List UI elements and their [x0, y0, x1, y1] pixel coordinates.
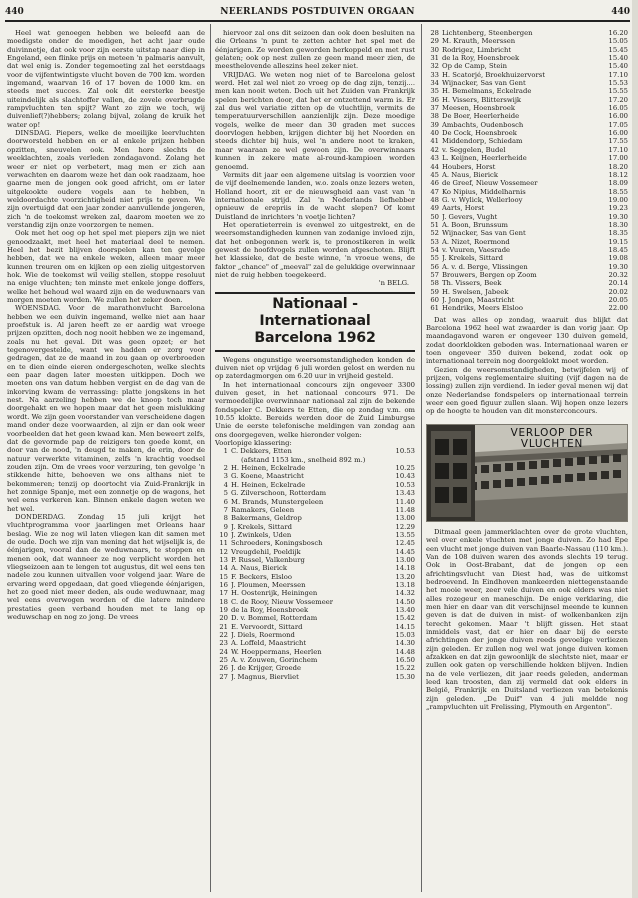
clock-time: 14.18	[395, 564, 415, 573]
rank-number: 18	[219, 597, 228, 606]
rank-number: 35	[430, 87, 439, 96]
rank-number: 14	[219, 564, 228, 573]
clock-time: 14.30	[395, 639, 415, 648]
rank-number: 7	[223, 505, 228, 514]
fancier-name: Th. Vissers, Beek	[442, 279, 502, 288]
fancier-name: J. Krekels, Sittard	[442, 254, 503, 263]
fancier-name: A. v. d. Berge, Vlissingen	[442, 262, 528, 271]
fancier-name: Ramakers, Geleen	[231, 505, 295, 514]
rank-number: 26	[219, 664, 228, 673]
rank-number: 23	[219, 639, 228, 648]
ranking-row	[215, 664, 415, 672]
rank-number: 44	[430, 162, 439, 171]
rank-number: 49	[430, 204, 439, 213]
ranking-row	[426, 29, 628, 37]
rank-number: 56	[430, 262, 439, 271]
clock-time: 13.20	[395, 572, 415, 581]
ranking-row	[426, 104, 628, 112]
ranking-row	[426, 129, 628, 137]
ranking-row	[426, 179, 628, 187]
ranking-row	[215, 531, 415, 539]
fancier-name: J. de Krijger, Groede	[231, 664, 302, 673]
clock-time: 17.10	[608, 70, 628, 79]
paragraph: VRIJDAG. We weten nog niet of te Barcelona gelost werd. Het zal wel niet zo vroeg op de dag zijn, tenzij.... men kan nooit weten. Doch uit het Zuiden van Frankrijk spelen berichten door, dat het er ontzettend warm is. Er zal dus wel variatie zitten op de vluchtlijn, vermits de temperatuurverschillen aanzienlijk zijn. Deze moedige vogels, welke de meer dan 30 graden met succes doorvlogen hebben, krijgen dichter bij het Noorden en steeds dichter bij huis, wel 'n andere noot te kraken, maar waaraan ze wel gewoon zijn. De overwinnaars kunnen in zekere mate al-round-kampioen worden genoemd.	[215, 70, 415, 171]
ranking-row	[426, 238, 628, 246]
fancier-name: A. Naus, Bierick	[442, 170, 498, 179]
ranking-row	[215, 564, 415, 572]
rank-number: 51	[430, 220, 439, 229]
clock-time: 22.00	[608, 304, 628, 313]
ranking-row	[426, 288, 628, 296]
rank-number: 24	[219, 647, 228, 656]
ranking-row	[426, 37, 628, 45]
ranking-row	[215, 481, 415, 489]
page-header	[5, 5, 630, 19]
clock-time: 17.55	[608, 137, 628, 146]
rank-number: 1	[223, 447, 228, 456]
clock-time: 11.48	[395, 505, 415, 514]
clock-time: 13.55	[395, 530, 415, 539]
ranking-row	[426, 121, 628, 129]
clock-time: 15.45	[608, 45, 628, 54]
column-2-article-continuation	[215, 29, 415, 279]
rank-number: 13	[219, 555, 228, 564]
clock-time: 20.05	[608, 296, 628, 304]
fancier-name: A. Loffeld, Maastricht	[231, 639, 307, 648]
fancier-name: de Greef, Nieuw Vossemeer	[442, 179, 538, 188]
ranking-row	[215, 614, 415, 622]
fancier-name: E. Vervoordt, Sittard	[231, 622, 303, 631]
rank-number: 40	[430, 129, 439, 138]
clock-time: 15.42	[395, 614, 415, 623]
ranking-row	[215, 464, 415, 472]
rank-number: 42	[430, 145, 439, 154]
fancier-name: J. Diels, Roermond	[231, 631, 295, 639]
clock-time: 18.45	[608, 245, 628, 254]
column-3	[426, 29, 628, 711]
rank-number: 41	[430, 137, 439, 146]
page-number-left: 440	[5, 7, 24, 17]
rank-number: 32	[430, 62, 439, 71]
fancier-name: P. Russel, Valkenburg	[231, 555, 305, 564]
ranking-row	[426, 62, 628, 70]
fancier-name: G. v. Wylick, Wellerlooy	[442, 195, 523, 204]
fancier-name: H. Heinen, Eckelrade	[231, 480, 306, 489]
fancier-name: De Boer, Heerlerheide	[442, 112, 520, 121]
fancier-name: Ko Nipius, Middelharnis	[442, 187, 526, 196]
ranking-row	[215, 514, 415, 522]
barcelona-report	[215, 356, 415, 439]
rank-number: 22	[219, 631, 228, 639]
column-1	[7, 29, 205, 621]
clock-time: 14.15	[395, 622, 415, 631]
ranking-row	[426, 163, 628, 171]
fancier-name: H. Oostenrijk, Heiningen	[231, 589, 318, 598]
fancier-name: C. Dekkers, Etten	[231, 447, 292, 456]
fancier-name: J. Magnus, Biervliet	[231, 672, 299, 681]
fancier-name: (afstand 1153 km., snelheid 892 m.)	[241, 455, 366, 464]
fancier-name: J. Ploumen, Meerssen	[231, 580, 306, 589]
clock-time: 19.30	[608, 262, 628, 271]
column-divider-2	[421, 24, 422, 892]
clock-time: 15.40	[608, 54, 628, 63]
banner-title	[477, 428, 627, 450]
ranking-row	[215, 648, 415, 656]
rank-number: 29	[430, 37, 439, 46]
fancier-name: J. Zwinkels, Uden	[231, 530, 292, 539]
paragraph: Dat was alles op zondag, waaruit dus blijkt dat Barcelona 1962 heel wat zwaarder is dan vorig jaar. Op maandagavond waren er ongeveer 130 duiven gemeld, zodat doorklokken geboden was. Internationaal waren er toen ongeveer 350 duiven bekend, zodat ook op internationaal terrein nog doorgeklokt moet worden.	[426, 315, 628, 366]
ranking-row	[426, 87, 628, 95]
ranking-row	[215, 456, 415, 464]
fancier-name: v. Seggelen, Budel	[442, 145, 506, 154]
ranking-row	[215, 598, 415, 606]
ranking-row	[426, 254, 628, 262]
column-divider-1	[210, 24, 211, 892]
ranking-row	[215, 573, 415, 581]
fancier-name: Rodrigez, Limbricht	[442, 45, 512, 54]
rank-number: 2	[223, 464, 228, 473]
ranking-row	[215, 447, 415, 455]
rank-number: 57	[430, 270, 439, 279]
ranking-row	[215, 581, 415, 589]
clock-time: 13.40	[395, 605, 415, 614]
fancier-name: Op de Camp, Stein	[442, 62, 507, 71]
rank-number: 20	[219, 614, 228, 623]
clock-time: 17.20	[608, 95, 628, 104]
ranking-row	[215, 556, 415, 564]
fancier-name: H. Heinen, Eckelrade	[231, 464, 306, 473]
fancier-name: G. Zilverschoon, Rotterdam	[231, 489, 327, 498]
clock-time: 13.00	[395, 555, 415, 564]
ranking-row	[215, 506, 415, 514]
fancier-name: L. Keijnen, Heerlerheide	[442, 154, 527, 163]
ranking-row	[426, 171, 628, 179]
rank-number: 39	[430, 120, 439, 129]
ranking-row	[215, 623, 415, 631]
banner-title-line-2: VLUCHTEN	[520, 437, 584, 450]
page-number-right: 440	[611, 7, 630, 17]
ranking-row	[426, 221, 628, 229]
barcelona-summary	[426, 316, 628, 416]
fancier-name: Aarts, Horst	[442, 204, 485, 213]
ranking-list	[215, 447, 415, 681]
fancier-name: Wijnacker, Sas van Gent	[442, 79, 526, 88]
ranking-row	[215, 656, 415, 664]
rank-number: 28	[430, 29, 439, 37]
fancier-name: W. Hoeppermans, Heerlen	[231, 647, 322, 656]
fancier-name: Wijnacker, Sas van Gent	[442, 229, 526, 238]
rank-number: 37	[430, 104, 439, 113]
clock-time: 12.29	[395, 522, 415, 531]
rank-number: 30	[430, 45, 439, 54]
clock-time: 18.35	[608, 229, 628, 238]
paragraph: hiervoor zal ons dit seizoen dan ook doen besluiten na die Orleans 'n punt te zetten achter het spel met de éénjarigen. Ze worden geworden herkoppeld en met rust gelaten; ook op nest zullen ze geen mand meer zien, de meesthelovende alleszins heel zeker niet.	[215, 29, 415, 71]
rank-number: 38	[430, 112, 439, 121]
rank-number: 4	[223, 480, 228, 489]
rank-number: 54	[430, 245, 439, 254]
fancier-name: Middendorp, Schiedam	[442, 137, 523, 146]
ranking-row	[426, 279, 628, 287]
fancier-name: F. Beckers, Elsloo	[231, 572, 292, 581]
rank-number: 46	[430, 179, 439, 188]
headline-line-2: Barcelona 1962	[254, 329, 376, 346]
fancier-name: J. Krekels, Sittard	[231, 522, 292, 531]
ranking-row	[426, 213, 628, 221]
clock-time: 19.23	[608, 204, 628, 213]
clock-time: 15.55	[608, 87, 628, 96]
fancier-name: de la Roy, Hoensbroek	[442, 54, 520, 63]
clock-time: 19.30	[608, 212, 628, 221]
barcelona-headline	[215, 292, 415, 352]
clock-time: 17.05	[608, 120, 628, 129]
ranking-row	[215, 673, 415, 681]
rank-number	[215, 456, 231, 464]
fancier-name: Bakermans, Geldrop	[231, 514, 302, 523]
rank-number: 21	[219, 622, 228, 631]
fancier-name: D. v. Bommel, Rotterdam	[231, 614, 318, 623]
paragraph: Gezien de weersomstandigheden, betwijfelen wij of prijzen, volgens reglementaire sluiting (vijf dagen na de lossing) zullen zijn verdiend. In ieder geval menen wij dat onze Nederlandse fondspelers op internationaal terrein weer een goed figuur zullen slaan. Wij hopen onze lezers op de hoogte te houden van dit monsterconcours.	[426, 365, 628, 416]
rank-number: 11	[219, 539, 228, 548]
headline-line-1: Nationaal - Internationaal	[259, 295, 371, 329]
clock-time: 18.20	[608, 162, 628, 171]
fancier-name: G. Koene, Maastricht	[231, 472, 304, 481]
clock-time: 18.30	[608, 220, 628, 229]
ranking-row	[215, 498, 415, 506]
fancier-name: J. Gevers, Vught	[442, 212, 498, 221]
ranking-row	[426, 196, 628, 204]
rank-number: 10	[219, 530, 228, 539]
rank-number: 16	[219, 580, 228, 589]
fancier-name: H. Bemelmans, Eckelrade	[442, 87, 532, 96]
ranking-row	[215, 523, 415, 531]
ranking-row	[426, 263, 628, 271]
fancier-name: Lichtenberg, Steenbergen	[442, 29, 533, 37]
ranking-row	[426, 146, 628, 154]
fancier-name: De Cock, Hoensbroek	[442, 129, 517, 138]
fancier-name: de la Roy, Hoensbroek	[231, 605, 309, 614]
clock-time: 19.08	[608, 254, 628, 263]
clock-time: 10.25	[395, 464, 415, 473]
clock-time: 14.45	[395, 547, 415, 556]
fancier-name: A. v. Zouwen, Gorinchem	[231, 656, 318, 665]
rank-number: 58	[430, 279, 439, 288]
ranking-row	[215, 539, 415, 547]
clock-time: 15.40	[608, 62, 628, 71]
rank-number: 12	[219, 547, 228, 556]
publication-title: NEERLANDS POSTDUIVEN ORGAAN	[220, 7, 415, 17]
clock-time: 20.02	[608, 287, 628, 296]
fancier-name: Houbers, Horst	[442, 162, 496, 171]
clock-time: 19.00	[608, 195, 628, 204]
clock-time: 13.43	[395, 489, 415, 498]
fancier-name: H. Scatorjé, Broekhuizervorst	[442, 70, 545, 79]
paragraph: Het operatieterrein is evenwel zo uitgestrekt, en de weersomstandigheden kunnen van zodanige invloed zijn, dat het onbegonnen werk is, te pronostikeren in welk gewest de hoofdvogels zullen worden afgeschoten. Blijft het klassieke, dat de beste winne, 'n vroeue wens, de faktor „chance" of „meeval" zal de gelukkige overwinnaar niet de ruig hebben toegekeerd.	[215, 220, 415, 279]
page-edge	[632, 0, 638, 898]
rank-number: 48	[430, 195, 439, 204]
clock-time: 14.32	[395, 589, 415, 598]
ranking-row	[426, 71, 628, 79]
fancier-name: C. de Rooy, Nieuw Vossemeer	[231, 597, 333, 606]
rank-number: 25	[219, 656, 228, 665]
verloop-der-vluchten-banner	[426, 424, 628, 522]
clock-time: 13.00	[395, 514, 415, 523]
fancier-name: H. Swelsen, Jabeek	[442, 287, 509, 296]
paragraph: WOENSDAG. Voor de marathonvlucht Barcelona hebben we een duivin ingemand, welke niet aan haar proefstuk is. Al jaren heeft ze er aardig wat vroege prijzen opzitten, doch nog nooit hebben we ze ingemand, zoals nu het geval. Dit was geen opzet; er het tegenovergestelde, want we hadden er zorg voor gedragen, dat ze de maand in zou gaan op overbroeden en te dien einde eieren ondergeschoten, welke slechts een paar dagen later moesten uitkippen. Doch we moeten ons van datum hebben vergist en de dag van de inkorving kwam de verrassing: platte jongskens in het nest. Na aarzeling hebben we de knoop toch maar doorgehakt en we hopen maar dat het geen mislukking wordt. We zijn geen voorstander van verscheidene dagen mand onder deze voorwaarden, al zijn er dan ook weer voorbeelden dat het geen kwaad kan. Men beweert zelfs, dat de gevormde pap de reizigers ten goede komt, en door van de nood, 'n deugd te maken, de erin, door de natuur verwerkte vitaminen, zelfs 'n krachtig voedsel zouden zijn. Om de vrees voor verzuring, ten gevolge 'n stikkende hitte, behoeven we ons althans niet te bekommeren; tenzij op doortocht via Zuid-Frankrijk in het zonnige Spanje, met een zonnetje op de wagons, het wel eens verkeren kan. Binnen enkele dagen weten we het wel.	[7, 304, 205, 513]
rank-number: 15	[219, 572, 228, 581]
rank-number: 60	[430, 296, 439, 304]
paragraph: Wegens ongunstige weersomstandigheden konden de duiven niet op vrijdag 6 juli worden gelost en werden nu op zaterdagmorgen om 6.20 uur in vrijheid gesteld.	[215, 355, 415, 381]
fancier-name: M. Brands, Munstergeleen	[231, 497, 324, 506]
ranking-row	[426, 112, 628, 120]
ranking-row	[426, 188, 628, 196]
rank-number: 6	[223, 497, 228, 506]
clock-time: 10.53	[395, 480, 415, 489]
ranking-row	[426, 79, 628, 87]
rank-number: 8	[223, 514, 228, 523]
fancier-name: H. Vissers, Blitterswijk	[442, 95, 522, 104]
clock-time: 16.00	[608, 112, 628, 121]
ranking-row	[426, 304, 628, 312]
clock-time: 14.48	[395, 647, 415, 656]
rank-number: 36	[430, 95, 439, 104]
rank-number: 59	[430, 287, 439, 296]
flight-report	[426, 528, 628, 712]
fancier-name: A. Naus, Bierick	[231, 564, 287, 573]
paragraph: Ditmaal geen jammerklachten over de grote vluchten, wel over enkele vluchten met jonge duiven. Zo had Epe een vlucht met jonge duiven van Baarle-Nassau (110 km.). Van de 108 duiven waren des avonds slechts 19 terug. Ook in Oost-Brabant, dat de jongen op een africhtingsvlucht van Diest had, was de uitkomst bedroevend. In Eindhoven mankeerden niettegenstaande het mooie weer, zeer vele duiven en ook elders was niet alles rozegeur en maneschijn. De enige verklaring, die men hier en daar van dit verschijnsel meende te kunnen geven is dat de duiven in mist- of wolkenbanken zijn terecht gekomen. Maar 't blijft gissen. Het staat inmiddels vast, dat er hier en daar bij de eerste africhtingen der jonge duiven reeds gevoelige verliezen zijn geleden. Er zullen nog wel wat jonge duiven komen afzakken en dat zijn gewoonlijk de slechtste niet, maar er zullen ook gaten op verschillende hokken blijven. Indien na de vele verliezen, dit jaar reeds geleden, anderman leed kan troosten, dan zij vermeld dat ook elders in België, Frankrijk en Duitsland verliezen van betekenis zijn geleden. „De Duif" van 4 juli meldde nog „rampvluchten uit Frelissing, Plymouth en Argenton".	[426, 527, 628, 712]
rank-number: 53	[430, 237, 439, 246]
column-2	[215, 29, 415, 681]
fancier-name: Ambachts, Oudenbosch	[442, 120, 524, 129]
rank-number: 55	[430, 254, 439, 263]
paragraph: In het internationaal concours zijn ongeveer 3300 duiven geset, in het nationaal concours 971. De vermoedelijke overwinnaar nationaal zal zijn de bekende fondspeler C. Dekkers te Etten, die op zondag v.m. om 10.55 klokte. Bereids werden door de Zuid Limburgse Unie de eerste telefonische meldingen van zondag aan ons doorgegeven, welke hieronder volgen:	[215, 380, 415, 439]
header-rule	[5, 20, 630, 22]
fancier-name: v. Vuuren, Vaesrade	[442, 245, 511, 254]
rank-number: 31	[430, 54, 439, 63]
rank-number: 47	[430, 187, 439, 196]
ranking-row	[215, 606, 415, 614]
ranking-row	[426, 154, 628, 162]
ranking-row	[426, 54, 628, 62]
clock-time: 16.00	[608, 129, 628, 138]
fancier-name: Vreugdehil, Poeldijk	[231, 547, 301, 556]
rank-number: 34	[430, 79, 439, 88]
clock-time: 16.20	[608, 29, 628, 37]
clock-time: 18.12	[608, 170, 628, 179]
clock-time: 13.18	[395, 580, 415, 589]
clock-time: 15.30	[395, 672, 415, 681]
clock-time: 11.40	[395, 497, 415, 506]
rank-number: 3	[223, 472, 228, 481]
fancier-name: Schroeders, Koningsbosch	[231, 539, 323, 548]
clock-time: 17.00	[608, 154, 628, 163]
fancier-name: Hendriks, Meers Elsloo	[442, 304, 523, 313]
ranking-row	[426, 229, 628, 237]
rank-number: 52	[430, 229, 439, 238]
fancier-name: A. Boon, Brunssum	[442, 220, 508, 229]
ranking-row	[426, 137, 628, 145]
ranking-row	[426, 204, 628, 212]
ranking-list-continued	[426, 29, 628, 313]
banner-title-line-1: VERLOOP DER	[510, 426, 594, 439]
ranking-row	[426, 296, 628, 304]
fancier-name: M. Krauth, Meerssen	[442, 37, 516, 46]
ranking-row	[215, 639, 415, 647]
rank-number: 61	[430, 304, 439, 313]
clock-time: 16.05	[608, 104, 628, 113]
ranking-row	[215, 489, 415, 497]
clock-time: 20.32	[608, 270, 628, 279]
rank-number: 17	[219, 589, 228, 598]
ranking-row	[215, 631, 415, 639]
rank-number: 9	[223, 522, 228, 531]
rank-number: 19	[219, 605, 228, 614]
rank-number: 33	[430, 70, 439, 79]
clock-time: 15.05	[608, 37, 628, 46]
paragraph: Vermits dit jaar een algemene uitslag is voorzien voor de vijf deelnemende landen, w.o. zoals onze lezers weten, Holland hoort, zit er de nieuwsgheid aan vast van 'n internationale strijd. Zal 'n Nederlands liefhebber opnieuw de erepriis in de wacht slepen? Of komt Duistland de inrichters 'n voetje lichten?	[215, 170, 415, 221]
ranking-row	[426, 271, 628, 279]
clock-time: 20.14	[608, 279, 628, 288]
clock-time: 17.10	[608, 145, 628, 154]
clock-time: 10.43	[395, 472, 415, 481]
fancier-name: J. Jongen, Maastricht	[442, 296, 515, 304]
clock-time: 14.50	[395, 597, 415, 606]
paragraph: DINSDAG. Piepers, welke de moeilijke leervluchten doorworsteld hebben en er al enkele prijzen hebben opzitten, sneuvelen ook. Men hore slechts de weeklachten, zoals verleden zondagavond. Zolang het weer er niet op verbetert, mag men er zich aan verwachten en daarom weze het dan ook raadzaam, hoe gaarne men de jongen ook goed africht, om er later uitgekookte oudere vogels aan te hebben, 'n weldoordachte voorzichtigheid niet prijs te geven. We zijn overtuigd dat een jaar zonder aanvullende jongeren, zich 'n de toekomst wreken zal, daarom moeten we zo verstandig zijn onze voorzorgen te nemen.	[7, 129, 205, 229]
ranking-row	[215, 548, 415, 556]
clock-time: 18.55	[608, 187, 628, 196]
paragraph: Heel wat genoegen hebben we beleefd aan de moedigste onder de moedigen, het acht jaar oude duivinnetje, dat ook voor zijn eerste uitstap naar diep in Engeland, een flinke prijs en meteen 'n palmaris aanvult, dat wel enig is. Zonder tegemoeting zal het eerstdaags voor de vijfentwintigste vlucht boven de 700 km. worden ingemand, waarvan 16 of 17 boven de 1000 km. en steeds met succes. Zal ook dit eersterke beestje uiteindelijk als slachtoffer vallen, de zovele overbrugde rampvluchten ten spijt? Want zo zijn we toch, wij duivenlief(?)hebbers; zolang bijval, zolang de kruik het water op!	[7, 29, 205, 129]
ranking-row	[215, 472, 415, 480]
rank-number: 5	[223, 489, 228, 498]
ranking-row	[426, 246, 628, 254]
paragraph: DONDERDAG. Zondag 15 juli krijgt het vluchtprogramma voor jaarlingen met Orleans haar beslag. Wie ze nog wil laten vliegen kan dit samen met de oude. Doch we zijn van mening dat het wijselijk is, de éénjarigen, vooral dan de weduwnaars, te stoppen en menen ook, dat wanneer ze nog verplicht worden het vliegseizoen aan te lengen tot augustus, dit wel eens ten nadele zou kunnen uitvallen voor volgend jaar. Ware de ervaring werd opgedaan, dat goed vliegende éénjarigen, het zo goed niet meer deden, als oude weduwnaar, mag wel eens overwogen worden of die latere mindere prestaties geen verband houden met te lang op weduwschap en nog zo jong. De vrees	[7, 512, 205, 622]
clock-time: 19.15	[608, 237, 628, 246]
ranking-row	[426, 46, 628, 54]
ranking-intro: Voorlopige klassering:	[215, 439, 292, 448]
author-signature: 'n BELG.	[378, 279, 409, 288]
clock-time: 16.50	[395, 656, 415, 665]
clock-time: 15.03	[395, 631, 415, 639]
clock-time: 12.45	[395, 539, 415, 548]
fancier-name: Brouwers, Bergen op Zoom	[442, 270, 537, 279]
rank-number: 50	[430, 212, 439, 221]
fancier-name: A. Nizet, Roermond	[442, 237, 510, 246]
clock-time: 18.09	[608, 179, 628, 188]
rank-number: 45	[430, 170, 439, 179]
clock-time: 15.53	[608, 79, 628, 88]
rank-number: 43	[430, 154, 439, 163]
clock-time: 15.22	[395, 664, 415, 673]
ranking-row	[426, 96, 628, 104]
clock-time: 10.53	[395, 447, 415, 456]
paragraph: Ook met het oog op het spel met piepers zijn we niet genoodzaakt, met heel het materiaal deel te nemen. Heel het bezit blijven doorspelen kan ten gevolge hebben, dat we na enkele weken, alleen maar meer kunnen treuren om en kijken op een zielig uitgestorven hok. Wie de toekomst wil veilig stellen, stoppe resoluut na enige vluchten; ten minste met enkele jonge doffers, welke het behoud wel waard zijn en de weduwnaars van morgen moeten worden. We zullen het zeker doen.	[7, 229, 205, 304]
fancier-name: Meesen, Hoensbroek	[442, 104, 515, 113]
rank-number: 27	[219, 672, 228, 681]
ranking-row	[215, 589, 415, 597]
